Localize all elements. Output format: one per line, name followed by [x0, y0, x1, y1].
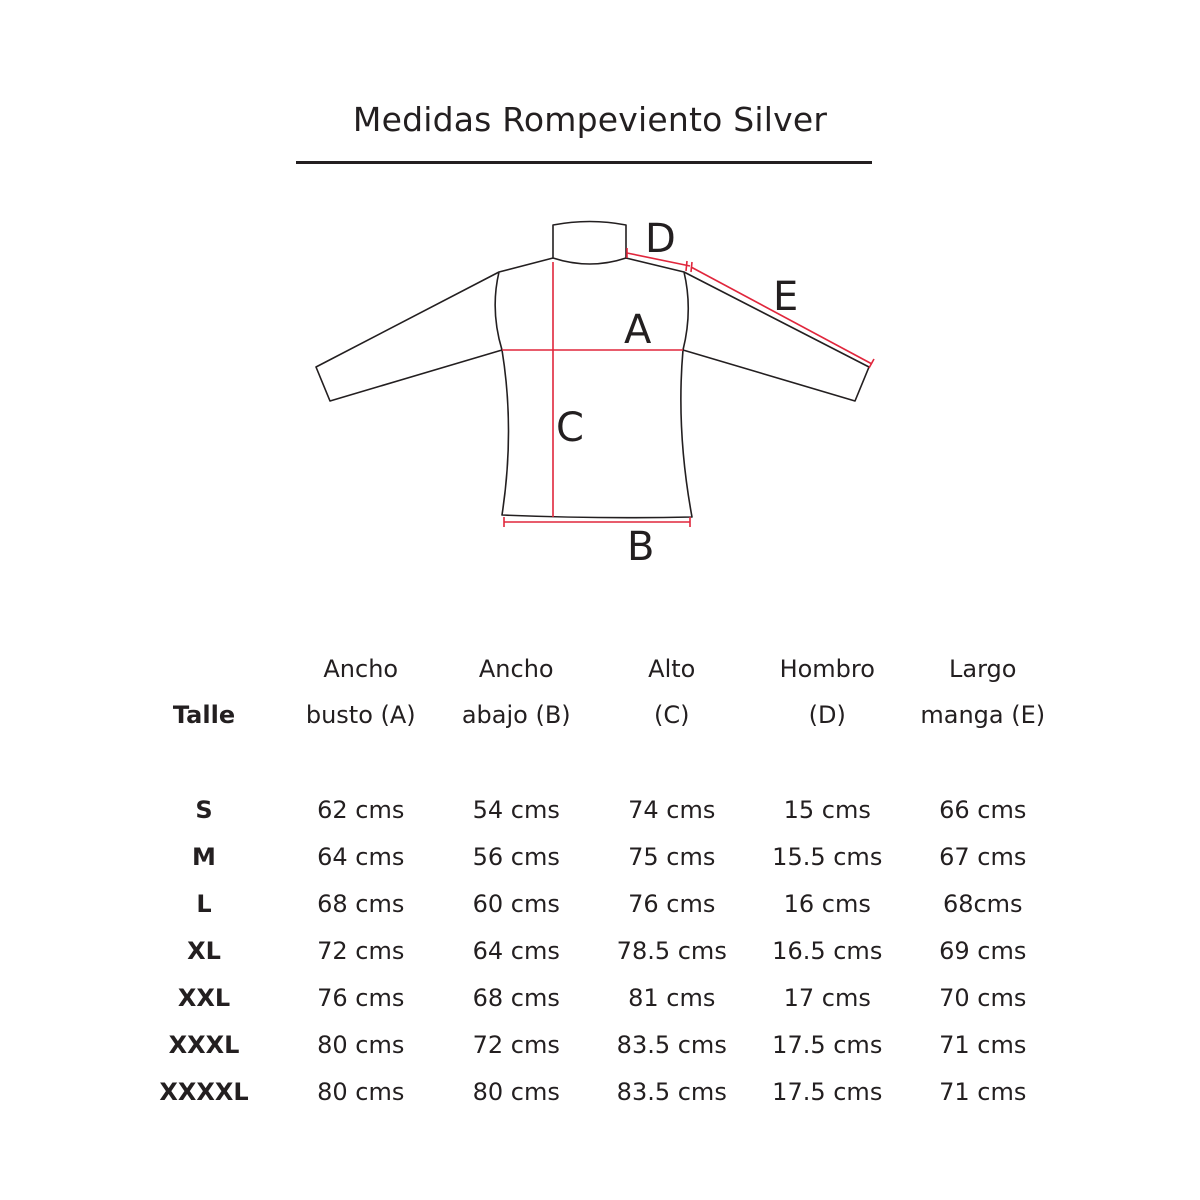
ancho-abajo-cell: 54 cms — [472, 795, 560, 824]
largo-manga-cell: 71 cms — [939, 1030, 1027, 1059]
collar-outline — [553, 222, 626, 265]
hombro-cell: 17.5 cms — [772, 1030, 883, 1059]
alto-cell: 83.5 cms — [616, 1077, 727, 1106]
hombro-cell: 16.5 cms — [772, 936, 883, 965]
label-c: C — [556, 405, 584, 451]
ancho-busto-cell: 80 cms — [317, 1077, 405, 1106]
body-outline — [495, 258, 692, 518]
size-cell: L — [196, 889, 212, 918]
table-row — [125, 786, 1061, 833]
label-b: B — [627, 524, 655, 570]
alto-cell: 83.5 cms — [616, 1030, 727, 1059]
header-hombro: Hombro (D) — [779, 655, 875, 729]
table-header-row — [125, 646, 1061, 786]
table-row — [125, 927, 1061, 974]
ancho-busto-cell: 72 cms — [317, 936, 405, 965]
alto-cell: 76 cms — [628, 889, 716, 918]
ancho-busto-cell: 62 cms — [317, 795, 405, 824]
ancho-abajo-cell: 56 cms — [472, 842, 560, 871]
table-row — [125, 1021, 1061, 1068]
hombro-cell: 15.5 cms — [772, 842, 883, 871]
size-cell: M — [192, 842, 216, 871]
size-cell: S — [195, 795, 213, 824]
header-largo-manga: Largo manga (E) — [920, 655, 1046, 729]
label-d: D — [645, 216, 676, 262]
largo-manga-cell: 69 cms — [939, 936, 1027, 965]
largo-manga-cell: 71 cms — [939, 1077, 1027, 1106]
hombro-cell: 16 cms — [783, 889, 871, 918]
measurement-lines — [502, 248, 874, 527]
hombro-cell: 17 cms — [783, 983, 871, 1012]
ancho-abajo-cell: 60 cms — [472, 889, 560, 918]
largo-manga-cell: 70 cms — [939, 983, 1027, 1012]
ancho-abajo-cell: 64 cms — [472, 936, 560, 965]
ancho-busto-cell: 68 cms — [317, 889, 405, 918]
table-row — [125, 1068, 1061, 1115]
largo-manga-cell: 66 cms — [939, 795, 1027, 824]
ancho-abajo-cell: 72 cms — [472, 1030, 560, 1059]
header-ancho-abajo: Ancho abajo (B) — [461, 655, 571, 729]
largo-manga-cell: 67 cms — [939, 842, 1027, 871]
header-size: Talle — [172, 701, 236, 729]
hombro-cell: 17.5 cms — [772, 1077, 883, 1106]
alto-cell: 81 cms — [628, 983, 716, 1012]
ancho-busto-cell: 64 cms — [317, 842, 405, 871]
size-cell: XL — [187, 936, 221, 965]
ancho-busto-cell: 76 cms — [317, 983, 405, 1012]
page-title: Medidas Rompeviento Silver — [352, 100, 828, 139]
jacket-outline — [316, 222, 869, 518]
size-cell: XXL — [177, 983, 231, 1012]
header-alto: Alto (C) — [648, 655, 696, 729]
ancho-abajo-cell: 68 cms — [472, 983, 560, 1012]
table-row — [125, 974, 1061, 1021]
alto-cell: 75 cms — [628, 842, 716, 871]
alto-cell: 74 cms — [628, 795, 716, 824]
size-cell: XXXXL — [159, 1077, 249, 1106]
table-row — [125, 880, 1061, 927]
size-cell: XXXL — [168, 1030, 240, 1059]
left-sleeve-outline — [316, 272, 502, 401]
largo-manga-cell: 68cms — [942, 889, 1023, 918]
alto-cell: 78.5 cms — [616, 936, 727, 965]
label-e: E — [773, 274, 799, 320]
label-a: A — [624, 307, 652, 353]
hombro-cell: 15 cms — [783, 795, 871, 824]
ancho-abajo-cell: 80 cms — [472, 1077, 560, 1106]
header-ancho-busto: Ancho busto (A) — [305, 655, 416, 729]
ancho-busto-cell: 80 cms — [317, 1030, 405, 1059]
size-chart-table — [125, 646, 1061, 1115]
table-row — [125, 833, 1061, 880]
